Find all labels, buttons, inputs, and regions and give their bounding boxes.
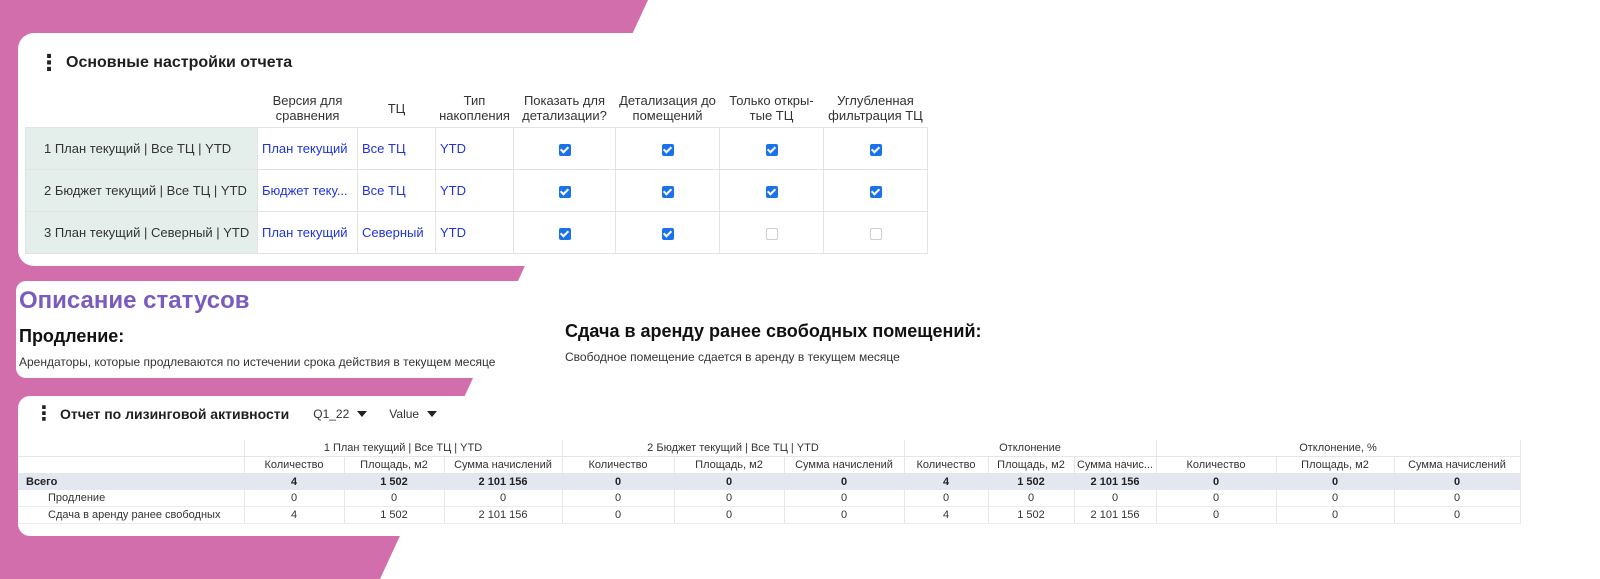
subcolumn-header: Площадь, м2 xyxy=(1276,457,1394,474)
table-cell: 0 xyxy=(1276,474,1394,491)
settings-header xyxy=(38,51,292,75)
column-header: Детализация до помещений xyxy=(619,93,716,123)
accumulation-link[interactable]: YTD xyxy=(436,170,514,212)
room-detail-checkbox[interactable] xyxy=(662,186,674,198)
table-cell: 0 xyxy=(562,474,674,491)
open-only-checkbox[interactable] xyxy=(766,144,778,156)
row-label[interactable]: Продление xyxy=(18,490,244,507)
open-only-checkbox[interactable] xyxy=(766,186,778,198)
table-cell: 4 xyxy=(244,507,344,524)
table-cell: 0 xyxy=(344,490,444,507)
subcolumn-header: Площадь, м2 xyxy=(674,457,784,474)
tc-link[interactable]: Все ТЦ xyxy=(358,128,436,170)
period-dropdown-value: Q1_22 xyxy=(313,407,350,421)
report-table xyxy=(18,440,1521,524)
table-cell: 0 xyxy=(562,507,674,524)
corner-cell xyxy=(18,440,244,457)
table-cell: 2 101 156 xyxy=(444,507,562,524)
table-cell: 0 xyxy=(1156,474,1276,491)
status-description-renewal: Арендаторы, которые продлеваются по истечении срока действия в текущем месяце xyxy=(19,355,496,369)
table-cell: 4 xyxy=(244,474,344,491)
settings-row xyxy=(26,212,928,254)
accumulation-link[interactable]: YTD xyxy=(436,128,514,170)
table-cell: 0 xyxy=(1394,507,1520,524)
table-cell: 0 xyxy=(784,507,904,524)
table-cell: 1 502 xyxy=(344,507,444,524)
table-cell: 0 xyxy=(1394,490,1520,507)
settings-row xyxy=(26,170,928,212)
table-cell: 0 xyxy=(674,507,784,524)
table-cell: 0 xyxy=(1156,507,1276,524)
table-cell: 2 101 156 xyxy=(1074,474,1156,491)
column-header: Только откры- тые ТЦ xyxy=(729,93,814,123)
column-header: Тип накопления xyxy=(439,93,510,123)
open-only-checkbox[interactable] xyxy=(766,228,778,240)
group-header: Отклонение, % xyxy=(1156,440,1520,457)
subcolumn-header: Сумма начис... xyxy=(1074,457,1156,474)
table-cell: 1 502 xyxy=(988,474,1074,491)
report-card xyxy=(18,396,1559,536)
subcolumn-header: Количество xyxy=(904,457,988,474)
chevron-down-icon xyxy=(357,411,367,417)
column-header: Версия для сравнения xyxy=(272,93,343,123)
table-row xyxy=(18,507,1520,524)
corner-cell xyxy=(18,457,244,474)
subcolumn-header: Сумма начислений xyxy=(1394,457,1520,474)
status-title: Описание статусов xyxy=(19,287,250,314)
table-cell: 0 xyxy=(784,490,904,507)
version-link[interactable]: План текущий xyxy=(258,212,358,254)
table-cell: 0 xyxy=(244,490,344,507)
table-cell: 0 xyxy=(1394,474,1520,491)
table-cell: 1 502 xyxy=(988,507,1074,524)
subcolumn-header: Сумма начислений xyxy=(784,457,904,474)
status-heading-new-lease: Сдача в аренду ранее свободных помещений: xyxy=(565,321,982,341)
subcolumn-header: Количество xyxy=(244,457,344,474)
table-cell: 0 xyxy=(1074,490,1156,507)
group-header: 1 План текущий | Все ТЦ | YTD xyxy=(244,440,562,457)
table-cell: 1 502 xyxy=(344,474,444,491)
measure-dropdown[interactable] xyxy=(389,407,437,421)
subcolumn-header: Площадь, м2 xyxy=(344,457,444,474)
column-header: Углубленная фильтрация ТЦ xyxy=(828,93,923,123)
table-cell: 2 101 156 xyxy=(1074,507,1156,524)
table-cell: 0 xyxy=(784,474,904,491)
show-detail-checkbox[interactable] xyxy=(559,144,571,156)
table-cell: 0 xyxy=(1276,490,1394,507)
corner-cell xyxy=(26,89,258,128)
row-label[interactable]: Сдача в аренду ранее свободных xyxy=(18,507,244,524)
row-label[interactable]: Всего xyxy=(18,474,244,491)
status-description-new-lease: Свободное помещение сдается в аренду в текущем месяце xyxy=(565,350,900,364)
deep-filter-checkbox[interactable] xyxy=(870,144,882,156)
status-card xyxy=(16,281,984,378)
more-options-icon[interactable]: ⋮ xyxy=(34,403,54,425)
more-options-icon[interactable]: ⋮ xyxy=(38,50,60,75)
room-detail-checkbox[interactable] xyxy=(662,228,674,240)
row-label: 2 Бюджет текущий | Все ТЦ | YTD xyxy=(26,170,258,212)
group-header: Отклонение xyxy=(904,440,1156,457)
table-cell: 2 101 156 xyxy=(444,474,562,491)
show-detail-checkbox[interactable] xyxy=(559,228,571,240)
settings-table xyxy=(25,89,928,254)
version-link[interactable]: План текущий xyxy=(258,128,358,170)
subcolumn-header: Количество xyxy=(1156,457,1276,474)
settings-title: Основные настройки отчета xyxy=(66,54,293,71)
deep-filter-checkbox[interactable] xyxy=(870,228,882,240)
table-cell: 4 xyxy=(904,507,988,524)
deep-filter-checkbox[interactable] xyxy=(870,186,882,198)
row-label: 3 План текущий | Северный | YTD xyxy=(26,212,258,254)
row-label: 1 План текущий | Все ТЦ | YTD xyxy=(26,128,258,170)
chevron-down-icon xyxy=(427,411,437,417)
tc-link[interactable]: Северный xyxy=(358,212,436,254)
subcolumn-header: Площадь, м2 xyxy=(988,457,1074,474)
table-cell: 0 xyxy=(1276,507,1394,524)
table-cell: 4 xyxy=(904,474,988,491)
measure-dropdown-value: Value xyxy=(389,407,420,421)
status-heading-renewal: Продление: xyxy=(19,326,125,346)
room-detail-checkbox[interactable] xyxy=(662,144,674,156)
subcolumn-header: Количество xyxy=(562,457,674,474)
group-header: 2 Бюджет текущий | Все ТЦ | YTD xyxy=(562,440,904,457)
column-header: Показать для детализации? xyxy=(522,93,607,123)
table-cell: 0 xyxy=(1156,490,1276,507)
table-cell: 0 xyxy=(674,490,784,507)
total-row xyxy=(18,474,1520,491)
table-row xyxy=(18,490,1520,507)
table-cell: 0 xyxy=(562,490,674,507)
table-cell: 0 xyxy=(444,490,562,507)
report-header xyxy=(34,404,437,424)
table-cell: 0 xyxy=(904,490,988,507)
settings-card xyxy=(18,33,984,266)
accumulation-link[interactable]: YTD xyxy=(436,212,514,254)
table-cell: 0 xyxy=(674,474,784,491)
tc-link[interactable]: Все ТЦ xyxy=(358,170,436,212)
version-link[interactable]: Бюджет теку... xyxy=(258,170,358,212)
period-dropdown[interactable] xyxy=(313,407,367,421)
subcolumn-header: Сумма начислений xyxy=(444,457,562,474)
column-header: ТЦ xyxy=(387,100,406,116)
settings-row xyxy=(26,128,928,170)
table-cell: 0 xyxy=(988,490,1074,507)
report-title: Отчет по лизинговой активности xyxy=(60,406,290,422)
show-detail-checkbox[interactable] xyxy=(559,186,571,198)
